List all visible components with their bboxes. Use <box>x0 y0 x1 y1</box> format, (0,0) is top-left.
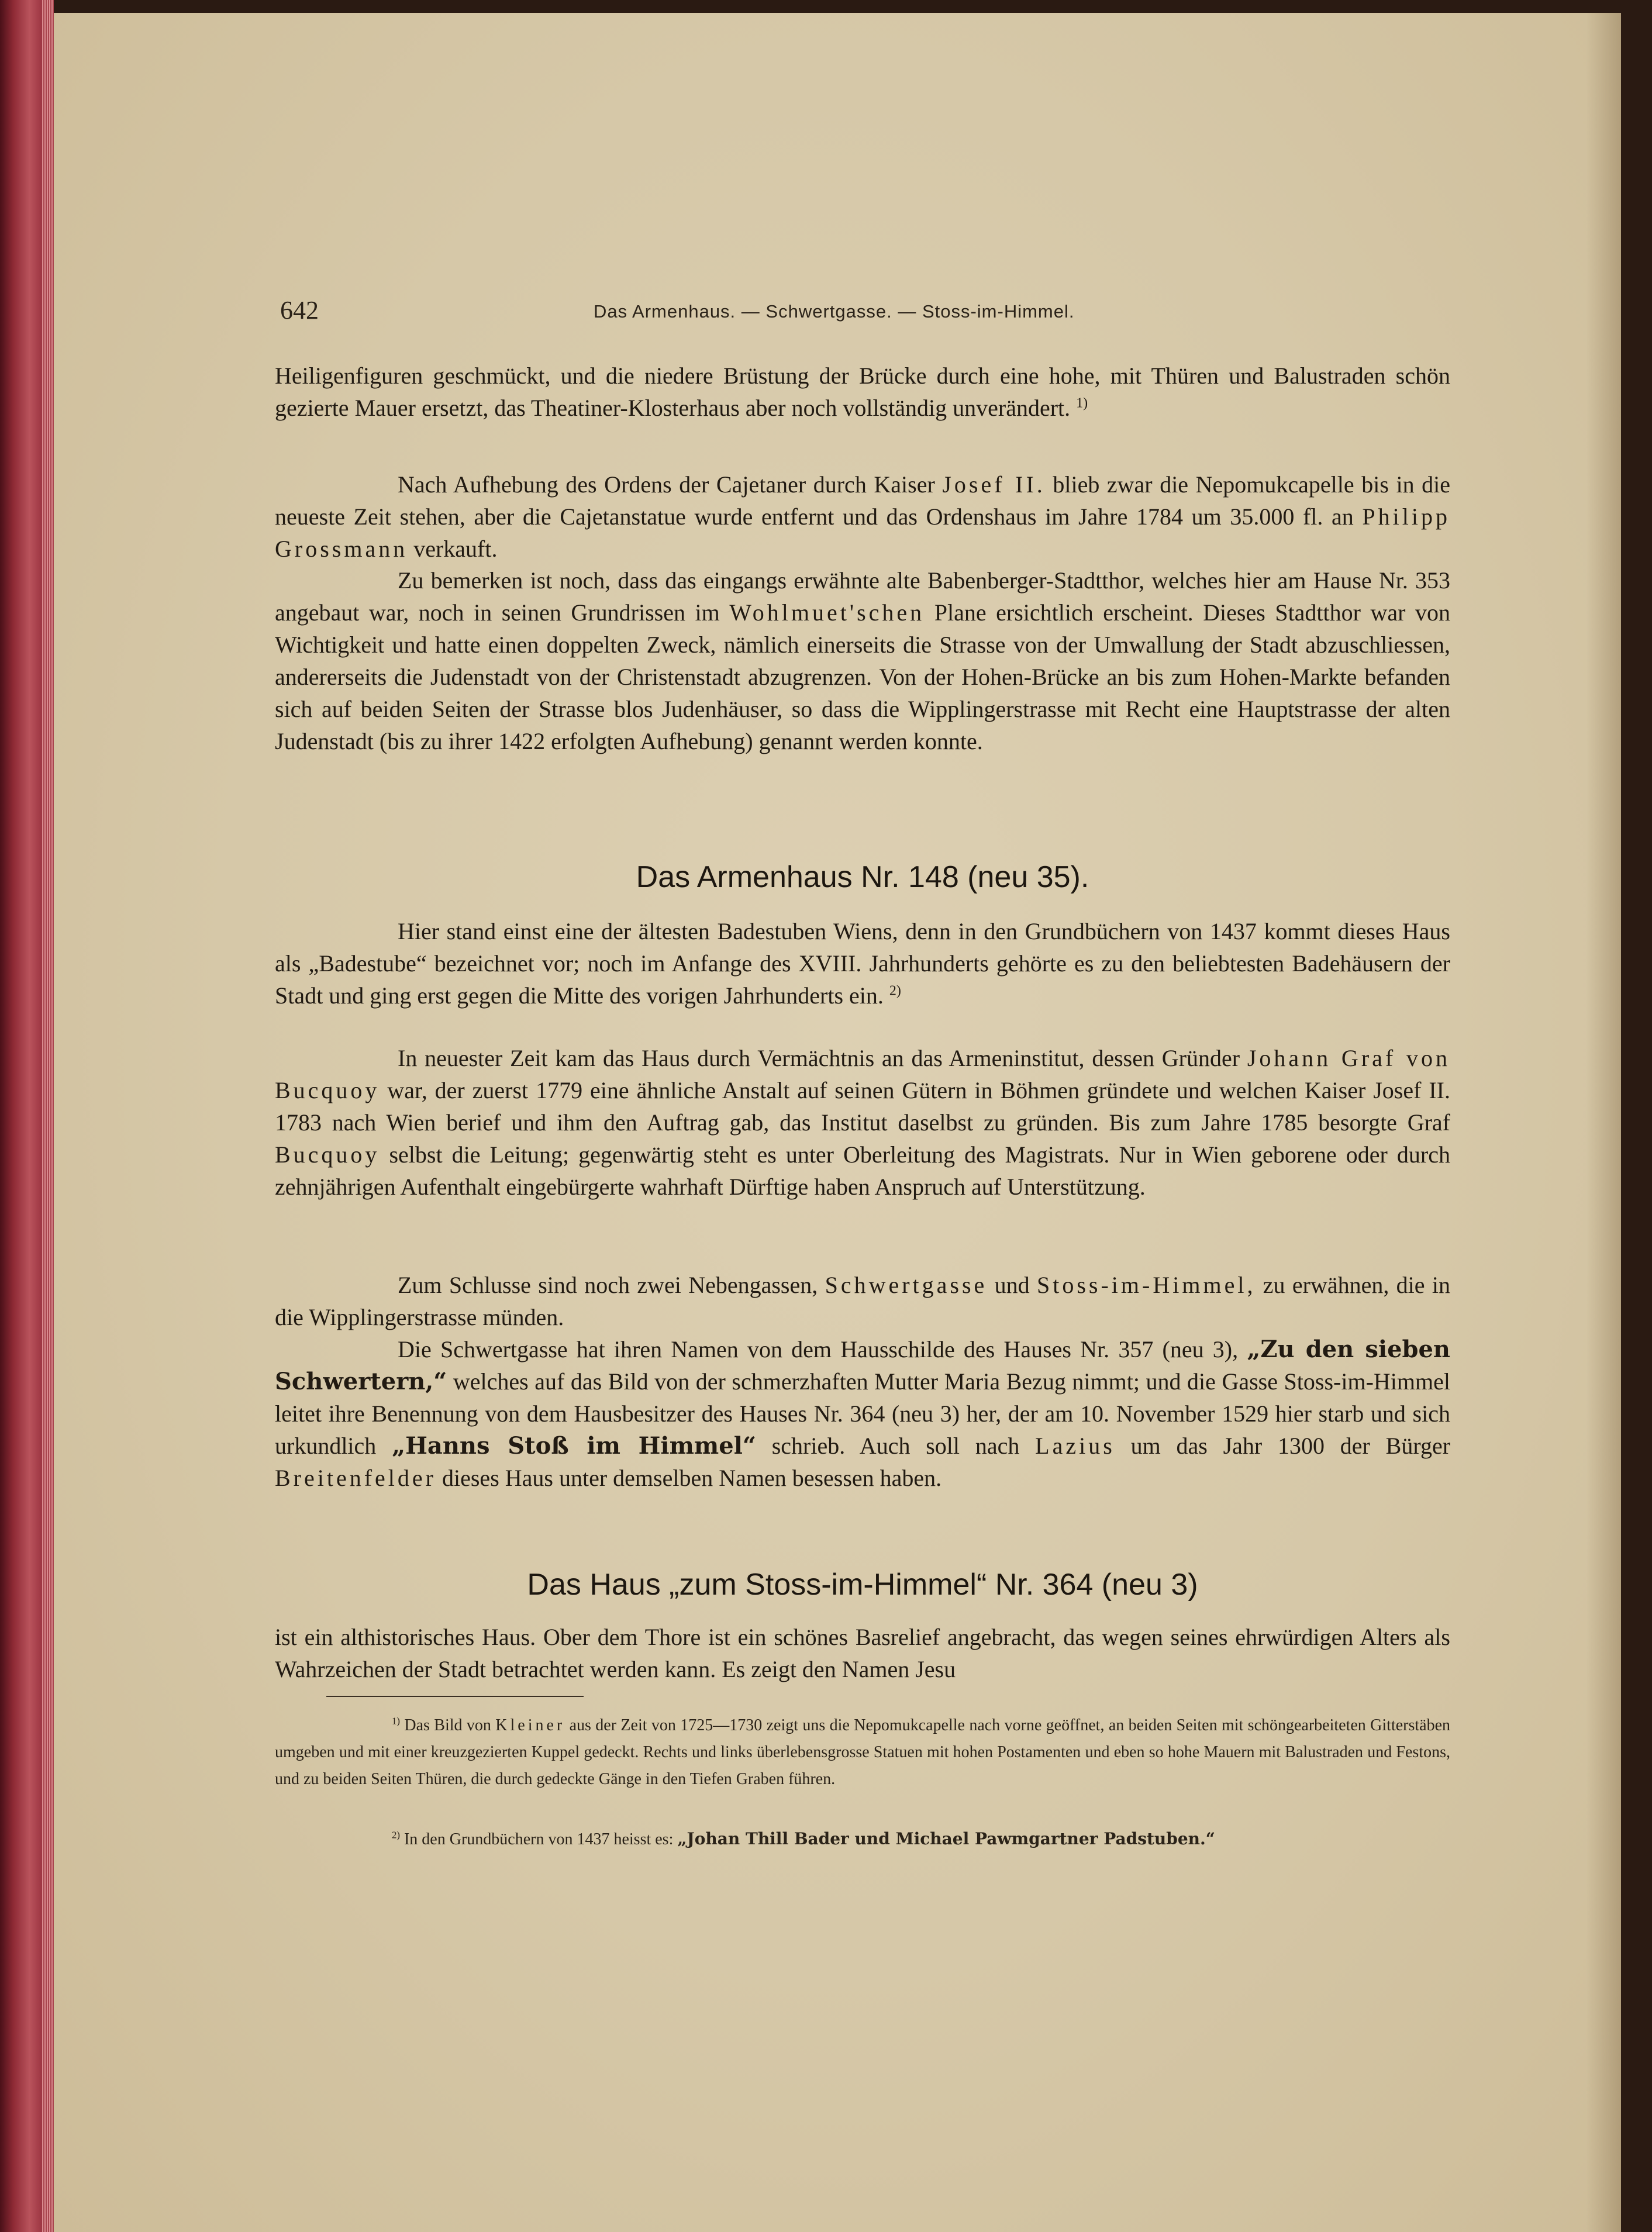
paragraph-text: verkauft. <box>413 536 498 562</box>
footnote-mark: 1) <box>392 1715 400 1727</box>
paragraph-cajetaner <box>275 468 1450 565</box>
fraktur-quote: „Zu den sieben Schwertern,“ <box>275 1336 1451 1395</box>
spaced-name: Stoss-im-Himmel, <box>1036 1272 1256 1298</box>
footnote-mark: 2) <box>392 1829 400 1841</box>
section-heading-armenhaus: Das Armenhaus Nr. 148 (neu 35). <box>636 860 1089 894</box>
running-head: Das Armenhaus. — Schwertgasse. — Stoss-im-Himmel. <box>594 301 1075 322</box>
spaced-name: Lazius <box>1035 1433 1115 1459</box>
page-number: 642 <box>280 296 319 325</box>
footnote-text: Das Bild von <box>404 1716 491 1734</box>
paragraph-text: In neuester Zeit kam das Haus durch Vermächtnis an das Armeninstitut, dessen Gründer <box>398 1045 1240 1071</box>
spaced-name: Josef II. <box>942 471 1046 498</box>
paragraph-text: Nach Aufhebung des Ordens der Cajetaner durch Kaiser <box>398 471 935 498</box>
paragraph-text: Zum Schlusse sind noch zwei Nebengassen, <box>398 1272 818 1298</box>
spaced-name: Kleiner <box>495 1716 565 1734</box>
footnote-ref: 1) <box>1076 395 1088 411</box>
paragraph-text: Zu bemerken ist noch, dass das eingangs erwähnte alte Babenberger-Stadtthor, welches hier am Hause Nr. 353 angebaut war, noch in seinen Grundrissen im <box>275 567 1450 626</box>
spaced-name: Johann Graf von Bucquoy <box>275 1045 1450 1103</box>
paragraph-basrelief: ist ein althistorisches Haus. Ober dem Thore ist ein schönes Basrelief angebracht, das wegen seines ehrwürdigen Alters als Wahrzeichen der Stadt betrachtet werden kann. Es zeigt den Namen Jesu <box>275 1624 1450 1682</box>
fraktur-quote: „Hanns Stoß im Himmel“ <box>392 1432 756 1460</box>
page-edges <box>42 0 54 2232</box>
page-header <box>280 295 1164 336</box>
footnote-ref: 2) <box>889 983 901 999</box>
paragraph-armeninstitut <box>275 1042 1450 1203</box>
spaced-name: Bucquoy <box>275 1141 380 1168</box>
footnote-2 <box>275 1826 1450 1853</box>
spaced-name: Schwertgasse <box>825 1272 988 1298</box>
paragraph-text: Hier stand einst eine der ältesten Badestuben Wiens, denn in den Grundbüchern von 1437 kommt dieses Haus als „Badestube“ bezeichnet vor; noch im Anfange des XVIII. Jahrhunderts gehörte es zu den beliebtesten Badehäusern der Stadt und ging erst gegen die Mitte des vorigen Jahrhunderts ein. <box>275 918 1450 1009</box>
paragraph-text: Die Schwertgasse hat ihren Namen von dem Hausschilde des Hauses Nr. 357 (neu 3), <box>398 1336 1239 1362</box>
page-shadow <box>1586 13 1621 2232</box>
paragraph-text: Heiligenfiguren geschmückt, und die niedere Brüstung der Brücke durch eine hohe, mit Thüren und Balustraden schön gezierte Mauer ersetzt, das Theatiner-Klosterhaus aber noch vollständig unverändert. <box>275 363 1450 421</box>
footnote-1 <box>275 1712 1450 1793</box>
footnote-text: In den Grundbüchern von 1437 heisst es: <box>403 1830 674 1848</box>
paragraph-text: und <box>994 1272 1030 1298</box>
paragraph-text: um das Jahr 1300 der Bürger <box>1130 1433 1451 1459</box>
footnote-text: aus der Zeit von 1725—1730 zeigt uns die Nepomukcapelle nach vorne geöffnet, an beiden Seiten mit schöngearbeiteten Gitterstäben umgeben und mit einer kreuzgezierten Kuppel gedeckt. Rechts und links überlebensgrosse Statuen mit hohen Postamenten und eben so hohe Mauern mit Balustraden und Festons, und zu beiden Seiten Thüren, die durch gedeckte Gänge in den Tiefen Graben führen. <box>275 1716 1451 1788</box>
footnote-rule <box>326 1696 584 1697</box>
paragraph-text: schrieb. Auch soll nach <box>771 1433 1020 1459</box>
paragraph-text: zu erwähnen, die in die Wipplingerstrasse münden. <box>275 1272 1451 1330</box>
paragraph-text: war, der zuerst 1779 eine ähnliche Anstalt auf seinen Gütern in Böhmen gründete und welchen Kaiser Josef II. 1783 nach Wien berief und ihm den Auftrag gab, das Institut daselbst zu gründen. Bis zum Jahre 1785 besorgte Graf <box>275 1077 1450 1136</box>
paragraph-text: welches auf das Bild von der schmerzhaften Mutter Maria Bezug nimmt; und die Gasse Stoss-im-Himmel leitet ihre Benennung von dem Hausbesitzer des Hauses Nr. 364 (neu 3) her, der am 10. November 1529 hier starb und sich urkundlich <box>275 1368 1451 1459</box>
fraktur-quote: „Johan Thill Bader und Michael Pawmgartner Padstuben.“ <box>677 1829 1215 1848</box>
paragraph-text: blieb zwar die Nepomukcapelle bis in die neueste Zeit stehen, aber die Cajetanstatue wurde entfernt und das Ordenshaus im Jahre 1784 um 35.000 fl. an <box>275 471 1451 530</box>
spaced-name: Breitenfelder <box>275 1465 436 1491</box>
paragraph-continuation <box>275 360 1450 424</box>
paragraph-schwertgasse <box>275 1333 1450 1494</box>
spaced-name: Wohlmuet'schen <box>729 599 925 626</box>
paragraph-nebengassen <box>275 1269 1450 1333</box>
paragraph-text: dieses Haus unter demselben Namen besessen haben. <box>442 1465 942 1491</box>
section-heading-stoss-im-himmel: Das Haus „zum Stoss-im-Himmel“ Nr. 364 (neu 3) <box>527 1568 1198 1602</box>
spaced-name: Philipp Grossmann <box>275 503 1451 562</box>
paragraph-text: Plane ersichtlich erscheint. Dieses Stadtthor war von Wichtigkeit und hatte einen doppelten Zweck, nämlich einerseits die Strasse von der Umwallung der Stadt abzuschliessen, andererseits die Judenstadt von der Christenstadt abzugrenzen. Von der Hohen-Brücke an bis zum Hohen-Markte befanden sich auf beiden Seiten der Strasse blos Judenhäuser, so dass die Wipplingerstrasse mit Recht eine Hauptstrasse der alten Judenstadt (bis zu ihrer 1422 erfolgten Aufhebung) genannt werden konnte. <box>275 599 1450 754</box>
paragraph-text: selbst die Leitung; gegenwärtig steht es unter Oberleitung des Magistrats. Nur in Wien geborene oder durch zehnjährigen Aufenthalt eingebürgerte wahrhaft Dürftige haben Anspruch auf Unterstützung. <box>275 1141 1450 1200</box>
paragraph-stadtthor <box>275 564 1450 757</box>
paragraph-badestube <box>275 915 1450 1012</box>
